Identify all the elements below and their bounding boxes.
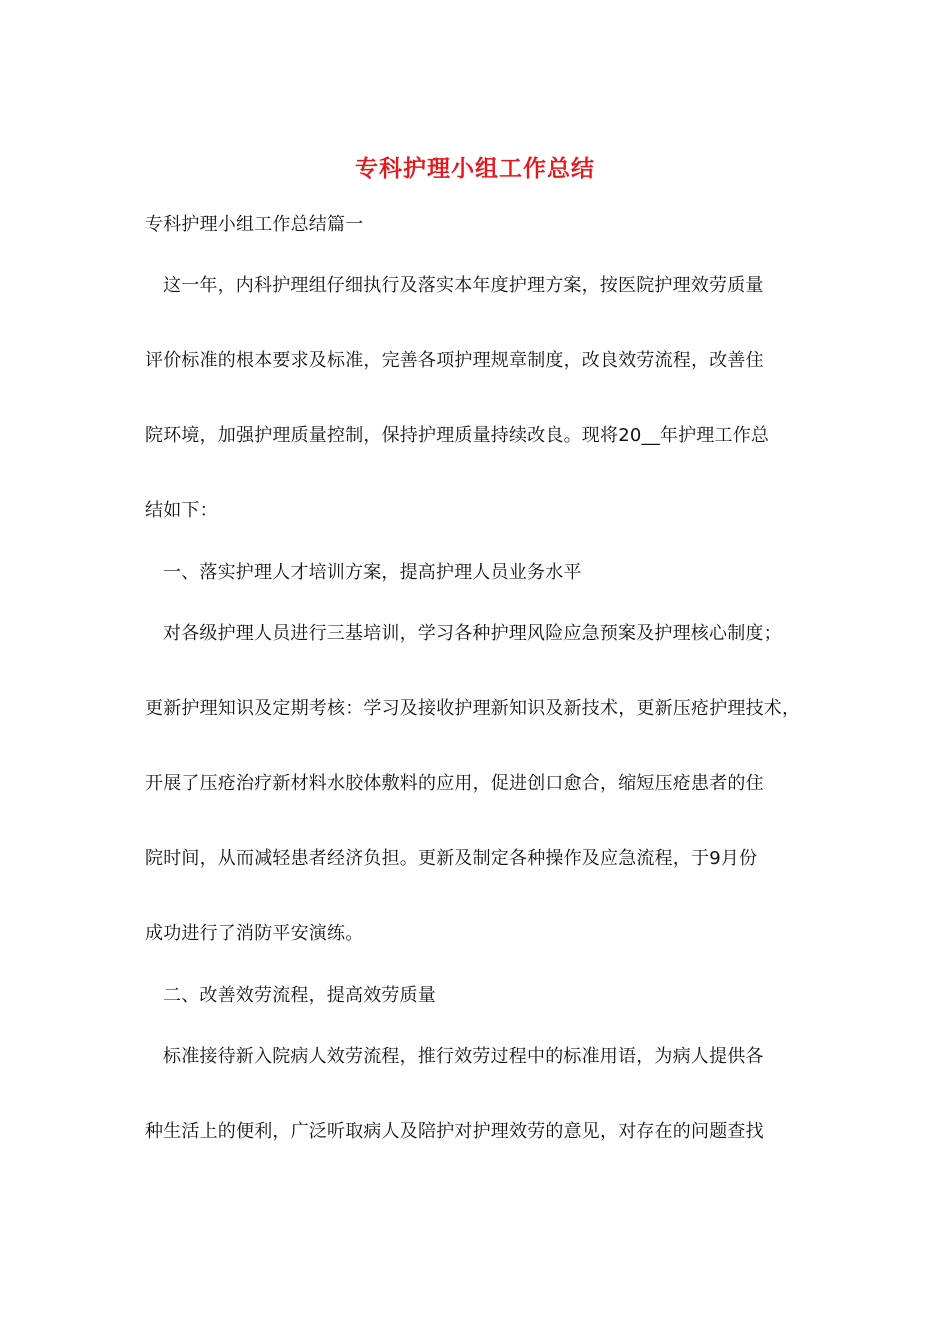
- paragraph-line: 种生活上的便利，广泛听取病人及陪护对护理效劳的意见，对存在的问题查找: [145, 1121, 764, 1142]
- paragraph-line: 标准接待新入院病人效劳流程，推行效劳过程中的标准用语，为病人提供各: [163, 1046, 764, 1067]
- paragraph-line: 更新护理知识及定期考核：学习及接收护理新知识及新技术，更新压疮护理技术，: [145, 698, 801, 719]
- section-heading: 专科护理小组工作总结篇一: [145, 214, 364, 235]
- paragraph-line: 开展了压疮治疗新材料水胶体敷料的应用，促进创口愈合，缩短压疮患者的住: [145, 773, 764, 794]
- paragraph-line: 对各级护理人员进行三基培训，学习各种护理风险应急预案及护理核心制度；: [163, 623, 782, 644]
- subsection-heading: 二、改善效劳流程，提高效劳质量: [163, 985, 436, 1006]
- paragraph-line: 结如下：: [145, 500, 218, 521]
- paragraph-line: 院时间，从而减轻患者经济负担。更新及制定各种操作及应急流程，于9月份: [145, 848, 758, 869]
- paragraph-line: 评价标准的根本要求及标准，完善各项护理规章制度，改良效劳流程，改善住: [145, 350, 764, 371]
- subsection-heading: 一、落实护理人才培训方案，提高护理人员业务水平: [163, 562, 582, 583]
- paragraph-line: 院环境，加强护理质量控制，保持护理质量持续改良。现将20__年护理工作总: [145, 425, 770, 446]
- paragraph-line: 成功进行了消防平安演练。: [145, 923, 364, 944]
- document-title: 专科护理小组工作总结: [355, 155, 595, 182]
- paragraph-line: 这一年，内科护理组仔细执行及落实本年度护理方案，按医院护理效劳质量: [163, 275, 764, 296]
